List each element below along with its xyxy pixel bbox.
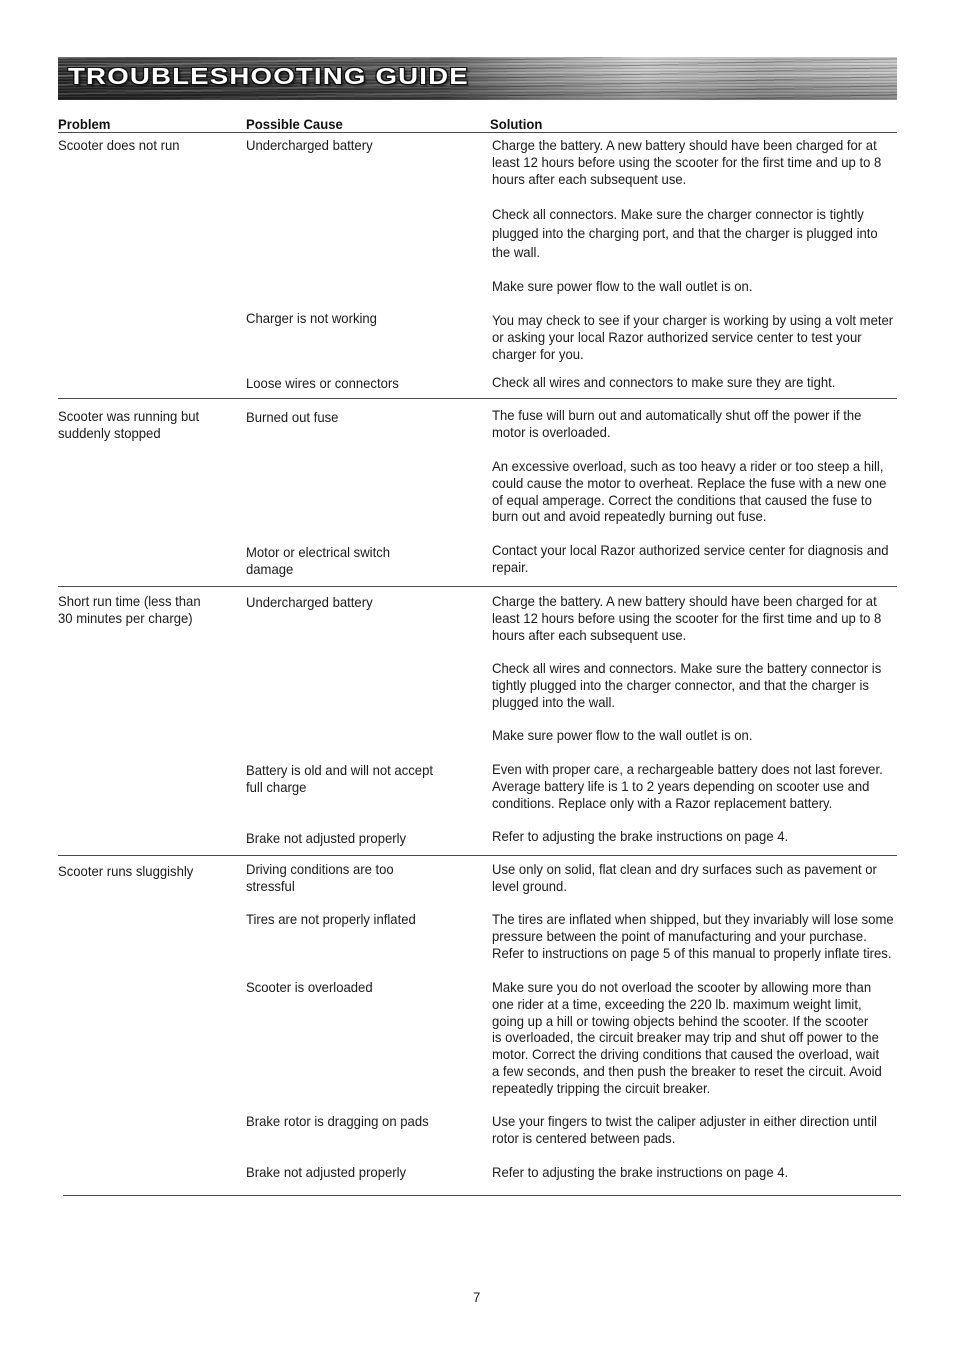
solution-text: Make sure power flow to the wall outlet is on.	[492, 278, 753, 294]
problem-text: Scooter was running but suddenly stopped	[58, 408, 200, 441]
solution-text: The fuse will burn out and automatically shut off the power if the motor is overloaded.	[492, 407, 862, 440]
title-banner	[58, 57, 897, 100]
section-divider	[58, 398, 897, 399]
cause-text: Brake not adjusted properly	[246, 1164, 407, 1180]
solution-text: Use only on solid, flat clean and dry surfaces such as pavement or level ground.	[492, 861, 877, 894]
cause-text: Battery is old and will not accept full charge	[246, 762, 433, 795]
cause-text: Driving conditions are too stressful	[246, 861, 394, 894]
cause-text: Brake rotor is dragging on pads	[246, 1113, 429, 1129]
solution-text: An excessive overload, such as too heavy a rider or too steep a hill, could cause the motor to overheat. Replace the fuse with a new one of equal amperage. Correct the conditions that caused the fuse to burn out and avoid repeatedly burning out fuse.	[492, 458, 887, 525]
solution-text: Make sure power flow to the wall outlet is on.	[492, 727, 753, 743]
solution-text: Even with proper care, a rechargeable battery does not last forever. Average battery life is 1 to 2 years depending on scooter use and conditions. Replace only with a Razor replacement battery.	[492, 761, 883, 811]
solution-text: Use your fingers to twist the caliper adjuster in either direction until rotor is centered between pads.	[492, 1113, 877, 1146]
solution-text: You may check to see if your charger is working by using a volt meter or asking your local Razor authorized service center to test your charger for you.	[492, 312, 894, 362]
cause-text: Brake not adjusted properly	[246, 830, 407, 846]
table-bottom-rule	[63, 1195, 901, 1196]
solution-text: Make sure you do not overload the scooter by allowing more than one rider at a time, exceeding the 220 lb. maximum weight limit, going up a hill or towing objects behind the scooter. If the scooter is overloaded, the circuit breaker may trip and shut off power to the motor. Correct the driving conditions that caused the overload, wait a few seconds, and then push the breaker to reset the circuit. Avoid repeatedly tripping the circuit breaker.	[492, 979, 882, 1096]
section-divider	[58, 586, 897, 587]
solution-text: The tires are inflated when shipped, but they invariably will lose some pressure between the point of manufacturing and your purchase. Refer to instructions on page 5 of this manual to properly inflate tires.	[492, 911, 894, 961]
solution-text: Check all wires and connectors to make sure they are tight.	[492, 374, 836, 390]
solution-text: Refer to adjusting the brake instructions on page 4.	[492, 1164, 789, 1180]
cause-text: Undercharged battery	[246, 137, 373, 153]
cause-text: Tires are not properly inflated	[246, 911, 416, 927]
solution-text: Charge the battery. A new battery should have been charged for at least 12 hours before using the scooter for the first time and up to 8 hours after each subsequent use.	[492, 593, 882, 643]
solution-text: Contact your local Razor authorized service center for diagnosis and repair.	[492, 542, 889, 575]
solution-text: Refer to adjusting the brake instructions on page 4.	[492, 828, 789, 844]
problem-text: Short run time (less than 30 minutes per charge)	[58, 593, 201, 626]
problem-text: Scooter runs sluggishly	[58, 863, 194, 879]
column-header-problem: Problem	[58, 116, 111, 132]
section-divider	[58, 855, 897, 856]
solution-text: Check all connectors. Make sure the charger connector is tightly plugged into the charging port, and that the charger is plugged into the wall.	[492, 206, 878, 260]
cause-text: Motor or electrical switch damage	[246, 544, 391, 577]
cause-text: Undercharged battery	[246, 594, 373, 610]
cause-text: Scooter is overloaded	[246, 979, 373, 995]
header-divider	[58, 132, 897, 133]
solution-text: Check all wires and connectors. Make sure the battery connector is tightly plugged into the charger connector, and that the charger is plugged into the wall.	[492, 660, 882, 710]
cause-text: Charger is not working	[246, 310, 377, 326]
cause-text: Burned out fuse	[246, 409, 339, 425]
column-header-cause: Possible Cause	[246, 116, 343, 132]
page-title: TROUBLESHOOTING GUIDE	[68, 63, 469, 89]
solution-text: Charge the battery. A new battery should have been charged for at least 12 hours before using the scooter for the first time and up to 8 hours after each subsequent use.	[492, 137, 882, 187]
page-number: 7	[473, 1289, 481, 1305]
column-header-solution: Solution	[490, 116, 543, 132]
cause-text: Loose wires or connectors	[246, 375, 399, 391]
problem-text: Scooter does not run	[58, 137, 180, 153]
